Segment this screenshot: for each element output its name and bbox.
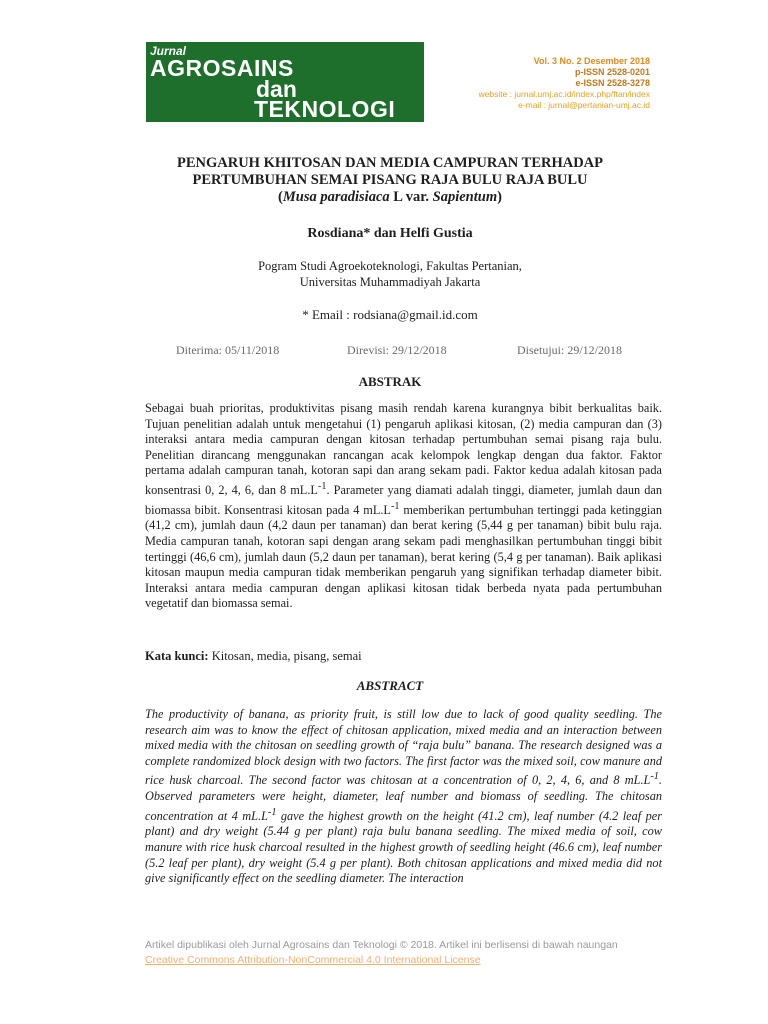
journal-email-link[interactable]: e-mail : jurnal@pertanian-umj.ac.id <box>518 100 650 110</box>
article-title-line1: PENGARUH KHITOSAN DAN MEDIA CAMPURAN TERHADAP <box>176 155 604 171</box>
affiliation-line2: Universitas Muhammadiyah Jakarta <box>299 275 481 289</box>
date-accepted: Disetujui: 29/12/2018 <box>517 343 622 357</box>
article-title-line2: PERTUMBUHAN SEMAI PISANG RAJA BULU RAJA BULU <box>192 172 588 188</box>
keywords-list: Kitosan, media, pisang, semai <box>208 649 362 663</box>
keywords <box>145 649 362 664</box>
keywords-label: Kata kunci: <box>145 649 209 663</box>
journal-eissn: e-ISSN 2528-3278 <box>575 78 650 88</box>
license-text: Artikel dipublikasi oleh Jurnal Agrosains dan Teknologi © 2018. Artikel ini berlisensi di bawah naungan <box>145 939 618 951</box>
variety-name: Sapientum <box>432 189 498 205</box>
date-received: Diterima: 05/11/2018 <box>176 343 280 357</box>
journal-volume: Vol. 3 No. 2 Desember 2018 <box>533 56 650 66</box>
abstrak-body: Sebagai buah prioritas, produktivitas pisang masih rendah karena kurangnya bibit berkualitas baik. Tujuan penelitian adalah untuk mengetahui (1) pengaruh aplikasi kitosan, (2) media campuran dan (3) interaksi antara media campuran dengan kitosan terhadap pertumbuhan semai pisang raja bulu. Penelitian dirancang menggunakan rancangan acak kelompok lengkap dengan dua faktor. Faktor pertama adalah campuran tanah, kotoran sapi dan arang sekam padi. Faktor kedua adalah kitosan pada konsentrasi 0, 2, 4, 6, dan 8 $mL.L^{-1}$. Parameter yang diamati adalah tinggi, diameter, jumlah daun dan biomassa bibit. Konsentrasi kitosan pada 4 $mL.L^{-1}$ memberikan pertumbuhan tertinggi pada ketinggian (41,2 cm), jumlah daun (4,2 daun per tanaman) dan berat kering (5,44 g per tanaman) bibit bulu raja. Media campuran tanah, kotoran sapi dengan arang sekam padi menghasilkan pertumbuhan tinggi bibit tertinggi (46,6 cm), jumlah daun (5,2 daun per tanaman), berat kering (5,4 g per tanaman). Baik aplikasi kitosan maupun media campuran tidak memberikan pengaruh yang signifikan terhadap diameter bibit. Interaksi antara media campuran dengan aplikasi kitosan tidak berbeda nyata pada pertumbuhan vegetatif dan biomassa semai. <box>145 401 663 611</box>
article-title-line3: (Musa paradisiaca L var. Sapientum) <box>278 189 502 205</box>
species-name: Musa paradisiaca <box>282 189 390 205</box>
logo-jurnal-text: Jurnal <box>150 44 187 58</box>
abstract-body: The productivity of banana, as priority fruit, is still low due to lack of good quality seedling. The research aim was to know the effect of chitosan application, mixed media and an interaction between mixed media with the chitosan on seedling growth of “raja bulu” banana. The research designed was a complete randomized block design with two factors. The first factor was the mixed soil, cow manure and rice husk charcoal. The second factor was chitosan at a concentration of 0, 2, 4, 6, and 8 $mL.L^{-1}$. Observed parameters were height, diameter, leaf number and biomass of seedling. The chitosan concentration at 4 $mL.L^{-1}$ gave the highest growth on the height (41.2 cm), leaf number (4.2 leaf per plant) and dry weight (5.44 g per plant) raja bulu banana seedling. The mixed media of soil, cow manure with rice husk charcoal resulted in the highest growth of seedling height (46.6 cm), leaf number (5.2 leaf per plant), dry weight (5.4 g per plant). Both chitosan applications and mixed media did not give significantly effect on the seedling diameter. The interaction <box>145 707 662 886</box>
journal-website-link[interactable]: website : jurnal.umj.ac.id/index.php/ftan/index <box>478 89 650 99</box>
affiliation-line1: Pogram Studi Agroekoteknologi, Fakultas Pertanian, <box>258 259 522 273</box>
logo-teknologi-text: TEKNOLOGI <box>254 96 396 122</box>
journal-pissn: p-ISSN 2528-0201 <box>574 67 650 77</box>
article-authors: Rosdiana* dan Helfi Gustia <box>307 226 473 241</box>
license-link[interactable]: Creative Commons Attribution-NonCommercial 4.0 International License <box>145 954 481 966</box>
logo-dan-text: dan <box>256 76 297 102</box>
abstrak-heading: ABSTRAK <box>358 374 422 389</box>
logo-agrosains-text: AGROSAINS <box>150 55 294 81</box>
date-revised: Direvisi: 29/12/2018 <box>347 343 447 357</box>
abstract-heading: ABSTRACT <box>356 678 424 693</box>
license-footer <box>145 938 618 968</box>
journal-logo <box>146 42 424 122</box>
journal-meta <box>478 56 650 111</box>
corresponding-email: * Email : rodsiana@gmail.id.com <box>302 307 478 322</box>
